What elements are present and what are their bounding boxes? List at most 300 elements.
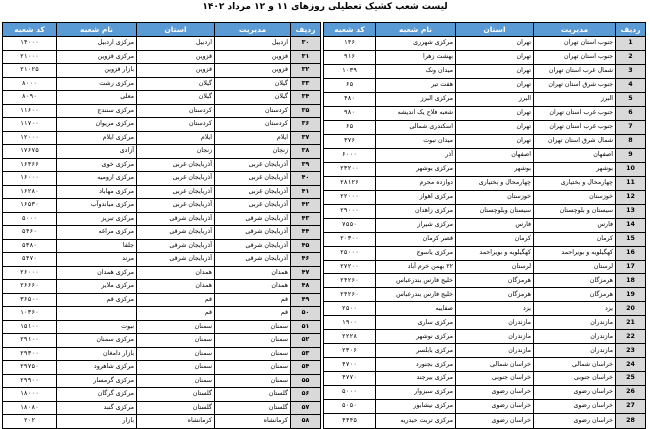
- cell-modiriat: سمنان: [215, 347, 291, 361]
- cell-ostan: تهران: [456, 106, 534, 120]
- cell-code: ۲۵۰۰: [324, 302, 376, 316]
- cell-ostan: سمنان: [137, 334, 215, 348]
- cell-modiriat: یزد: [534, 302, 616, 316]
- cell-name: بهشت زهرا: [376, 50, 456, 64]
- cell-name: نبوت: [57, 320, 137, 334]
- cell-code: ۱۴۰۰۰: [3, 37, 57, 51]
- cell-modiriat: اصفهان: [534, 148, 616, 162]
- cell-modiriat: آذربایجان شرقی: [215, 212, 291, 226]
- cell-radif: 11: [616, 176, 646, 190]
- cell-modiriat: جنوب غرب استان تهران: [534, 120, 616, 134]
- cell-radif: 12: [616, 190, 646, 204]
- cell-ostan: اصفهان: [456, 148, 534, 162]
- cell-name: مرکزی البرز: [376, 92, 456, 106]
- table-row: [324, 134, 646, 148]
- cell-radif: ۵۷: [291, 401, 321, 415]
- cell-ostan: کرمانشاه: [137, 415, 215, 429]
- cell-name: دوازده محرم: [376, 176, 456, 190]
- cell-ostan: تهران: [456, 50, 534, 64]
- cell-code: ۵۰۵۰: [324, 400, 376, 414]
- cell-code: ۲۶۰۰۰: [3, 266, 57, 280]
- cell-ostan: آذربایجان غربی: [137, 172, 215, 186]
- cell-radif: 23: [616, 344, 646, 358]
- cell-name: معلی: [57, 91, 137, 105]
- cell-radif: ۵۱: [291, 320, 321, 334]
- cell-modiriat: همدان: [215, 266, 291, 280]
- table-row: [3, 91, 321, 105]
- header-radif: ردیف: [291, 23, 321, 37]
- table-row: [324, 148, 646, 162]
- table-row: [3, 64, 321, 78]
- cell-code: ۱۱۷۰۰: [3, 118, 57, 132]
- cell-ostan: همدان: [137, 280, 215, 294]
- cell-code: ۶۵: [324, 120, 376, 134]
- table-row: [3, 172, 321, 186]
- cell-ostan: آذربایجان شرقی: [137, 212, 215, 226]
- table-row: [324, 372, 646, 386]
- cell-code: ۲۹۱۰۰: [3, 334, 57, 348]
- cell-radif: ۵۳: [291, 347, 321, 361]
- cell-code: ۵۳۸۰: [3, 239, 57, 253]
- cell-radif: ۳۸: [291, 145, 321, 159]
- cell-modiriat: کردستان: [215, 118, 291, 132]
- cell-modiriat: جنوب استان تهران: [534, 37, 616, 51]
- cell-ostan: سمنان: [137, 361, 215, 375]
- cell-name: مرکزی ارومیه: [57, 172, 137, 186]
- cell-modiriat: بوشهر: [534, 162, 616, 176]
- cell-code: ۱۶۰۰۰: [3, 172, 57, 186]
- cell-code: ۵۴۶۰: [3, 226, 57, 240]
- table-row: [3, 388, 321, 402]
- cell-code: ۱۷۶۷۵: [3, 145, 57, 159]
- cell-ostan: آذربایجان شرقی: [137, 239, 215, 253]
- cell-code: ۳۶۵۰۰: [3, 293, 57, 307]
- cell-modiriat: مازندران: [534, 316, 616, 330]
- cell-radif: 7: [616, 120, 646, 134]
- cell-ostan: یزد: [456, 302, 534, 316]
- table-row: [3, 307, 321, 321]
- cell-modiriat: جنوب استان تهران: [534, 50, 616, 64]
- cell-name: خلیج فارس بندرعباس: [376, 274, 456, 288]
- cell-ostan: سمنان: [137, 347, 215, 361]
- cell-ostan: گلستان: [137, 401, 215, 415]
- cell-name: مرکزی مراغه: [57, 226, 137, 240]
- cell-modiriat: سیستان و بلوچستان: [534, 204, 616, 218]
- left-table: [2, 22, 321, 429]
- cell-code: ۱۶۴۶۶: [3, 158, 57, 172]
- cell-ostan: بوشهر: [456, 162, 534, 176]
- cell-ostan: زنجان: [137, 145, 215, 159]
- table-row: [3, 185, 321, 199]
- cell-code: ۱۹۰۰: [324, 316, 376, 330]
- cell-modiriat: شمال غرب استان تهران: [534, 64, 616, 78]
- cell-code: ۲۹۰۰۰: [324, 204, 376, 218]
- cell-modiriat: مازندران: [534, 344, 616, 358]
- cell-name: مرکزی بوشهر: [376, 162, 456, 176]
- table-row: [324, 64, 646, 78]
- header-ostan: استان: [456, 23, 534, 37]
- cell-radif: ۵۴: [291, 361, 321, 375]
- cell-radif: ۳۳: [291, 77, 321, 91]
- cell-ostan: هرمزگان: [456, 288, 534, 302]
- table-row: [3, 158, 321, 172]
- cell-radif: 15: [616, 232, 646, 246]
- cell-name: آزادی: [57, 145, 137, 159]
- cell-name: مرکزی سبزوار: [376, 386, 456, 400]
- table-row: [324, 344, 646, 358]
- cell-ostan: خراسان جنوبی: [456, 372, 534, 386]
- table-row: [3, 415, 321, 429]
- table-row: [324, 218, 646, 232]
- table-row: [324, 106, 646, 120]
- header-modiriat: مدیریت: [534, 23, 616, 37]
- table-row: [324, 330, 646, 344]
- cell-code: ۲۲۰۰۰: [324, 190, 376, 204]
- cell-ostan: خراسان شمالی: [456, 358, 534, 372]
- cell-modiriat: همدان: [215, 280, 291, 294]
- cell-modiriat: چهارمحال و بختیاری: [534, 176, 616, 190]
- cell-radif: 16: [616, 246, 646, 260]
- cell-radif: ۴۶: [291, 253, 321, 267]
- cell-radif: 24: [616, 358, 646, 372]
- cell-name: هفت تیر: [376, 78, 456, 92]
- table-row: [324, 316, 646, 330]
- cell-modiriat: جنوب غرب استان تهران: [534, 106, 616, 120]
- cell-name: مرکزی خوی: [57, 158, 137, 172]
- header-code: کد شعبه: [3, 23, 57, 37]
- cell-modiriat: گلستان: [215, 401, 291, 415]
- cell-radif: ۴۸: [291, 280, 321, 294]
- cell-radif: 14: [616, 218, 646, 232]
- cell-name: بازار قزوین: [57, 64, 137, 78]
- table-row: [324, 358, 646, 372]
- left-table-body: [3, 37, 321, 429]
- cell-ostan: تهران: [456, 120, 534, 134]
- cell-name: مرکزی سمنان: [57, 334, 137, 348]
- table-row: [324, 274, 646, 288]
- cell-modiriat: آذربایجان غربی: [215, 185, 291, 199]
- cell-code: ۲۳۲۰۰: [324, 162, 376, 176]
- cell-code: ۴۴۴۵: [324, 414, 376, 428]
- cell-code: ۴۸۰: [324, 92, 376, 106]
- cell-ostan: ایلام: [137, 131, 215, 145]
- table-row: [324, 260, 646, 274]
- cell-code: ۸۰۹۰: [3, 91, 57, 105]
- cell-name: مرکزی رشت: [57, 77, 137, 91]
- table-row: [3, 131, 321, 145]
- header-name: نام شعبه: [57, 23, 137, 37]
- cell-modiriat: مازندران: [534, 330, 616, 344]
- cell-code: ۱۶۲۸۰: [3, 185, 57, 199]
- cell-ostan: خراسان رضوی: [456, 400, 534, 414]
- cell-ostan: تهران: [456, 78, 534, 92]
- cell-radif: ۳۲: [291, 64, 321, 78]
- cell-modiriat: خراسان رضوی: [534, 400, 616, 414]
- cell-radif: 3: [616, 64, 646, 78]
- cell-modiriat: سمنان: [215, 334, 291, 348]
- cell-code: ۲۰۳۰۰: [324, 232, 376, 246]
- cell-ostan: مازندران: [456, 316, 534, 330]
- table-row: [3, 50, 321, 64]
- table-row: [324, 232, 646, 246]
- table-row: [3, 253, 321, 267]
- cell-ostan: لرستان: [456, 260, 534, 274]
- cell-name: مرکزی اهواز: [376, 190, 456, 204]
- cell-name: مرکزی میاندوآب: [57, 199, 137, 213]
- cell-name: اسکندری شمالی: [376, 120, 456, 134]
- cell-code: ۶۵: [324, 78, 376, 92]
- cell-modiriat: قزوین: [215, 64, 291, 78]
- cell-radif: ۴۷: [291, 266, 321, 280]
- cell-code: ۶۰۰۰: [324, 148, 376, 162]
- cell-code: ۲۹۹۰۰: [3, 374, 57, 388]
- page-title: لیست شعب کشیک تعطیلی روزهای ۱۱ و ۱۲ مرداد ۱۴۰۲: [202, 2, 448, 12]
- cell-modiriat: گلستان: [215, 388, 291, 402]
- cell-radif: ۳۵: [291, 104, 321, 118]
- cell-code: ۳۷۶: [324, 134, 376, 148]
- cell-modiriat: کرمانشاه: [215, 415, 291, 429]
- cell-name: جلفا: [57, 239, 137, 253]
- cell-radif: ۵۶: [291, 388, 321, 402]
- cell-radif: 26: [616, 386, 646, 400]
- cell-code: ۵۰۰۰: [3, 212, 57, 226]
- cell-modiriat: خراسان رضوی: [534, 386, 616, 400]
- cell-radif: ۵۸: [291, 415, 321, 429]
- cell-modiriat: سمنان: [215, 320, 291, 334]
- header-ostan: استان: [137, 23, 215, 37]
- header-modiriat: مدیریت: [215, 23, 291, 37]
- cell-modiriat: هرمزگان: [534, 288, 616, 302]
- cell-name: مرکزی قزوین: [57, 50, 137, 64]
- cell-radif: 4: [616, 78, 646, 92]
- cell-modiriat: خراسان شمالی: [534, 358, 616, 372]
- table-row: [324, 400, 646, 414]
- cell-name: مرکزی مهاباد: [57, 185, 137, 199]
- cell-code: ۴۷۷۰: [324, 372, 376, 386]
- cell-ostan: فارس: [456, 218, 534, 232]
- cell-radif: ۴۹: [291, 293, 321, 307]
- cell-modiriat: قم: [215, 307, 291, 321]
- table-row: [324, 162, 646, 176]
- cell-name: مرکزی قم: [57, 293, 137, 307]
- table-row: [3, 320, 321, 334]
- cell-code: ۱۱۶۰۰: [3, 104, 57, 118]
- cell-code: ۲۷۲۰۰: [324, 260, 376, 274]
- cell-ostan: آذربایجان شرقی: [137, 253, 215, 267]
- cell-name: قصر کرمان: [376, 232, 456, 246]
- cell-ostan: خراسان رضوی: [456, 386, 534, 400]
- cell-name: مرکزی تبریز: [57, 212, 137, 226]
- table-row: [324, 92, 646, 106]
- cell-modiriat: البرز: [534, 92, 616, 106]
- cell-name: ۲۲ بهمن خرم آباد: [376, 260, 456, 274]
- table-row: [3, 212, 321, 226]
- cell-name: مرکزی ملایر: [57, 280, 137, 294]
- table-row: [324, 176, 646, 190]
- cell-ostan: هرمزگان: [456, 274, 534, 288]
- header-code: کد شعبه: [324, 23, 376, 37]
- cell-modiriat: خراسان رضوی: [534, 414, 616, 428]
- table-row: [324, 120, 646, 134]
- cell-ostan: قزوین: [137, 50, 215, 64]
- cell-code: ۱۶۵۳۰: [3, 199, 57, 213]
- cell-ostan: آذربایجان غربی: [137, 199, 215, 213]
- cell-name: صفاییه: [376, 302, 456, 316]
- cell-name: مرکزی بیرجند: [376, 372, 456, 386]
- cell-ostan: کردستان: [137, 118, 215, 132]
- cell-radif: ۴۵: [291, 239, 321, 253]
- cell-ostan: تهران: [456, 64, 534, 78]
- table-row: [3, 199, 321, 213]
- cell-radif: ۵۵: [291, 374, 321, 388]
- cell-name: مرکزی گنبد: [57, 401, 137, 415]
- cell-radif: 18: [616, 274, 646, 288]
- cell-name: مرکزی شاهرود: [57, 361, 137, 375]
- cell-modiriat: شمال شرق استان تهران: [534, 134, 616, 148]
- table-row: [3, 145, 321, 159]
- cell-code: ۵۴۷۰: [3, 253, 57, 267]
- cell-name: مرکزی اردبیل: [57, 37, 137, 51]
- cell-name: مرکزی بجنورد: [376, 358, 456, 372]
- cell-name: مرکزی همدان: [57, 266, 137, 280]
- table-row: [324, 204, 646, 218]
- cell-name: [57, 307, 137, 321]
- tables-container: [2, 22, 646, 429]
- cell-modiriat: آذربایجان غربی: [215, 158, 291, 172]
- table-row: [324, 37, 646, 51]
- cell-radif: ۴۴: [291, 226, 321, 240]
- table-row: [324, 386, 646, 400]
- cell-ostan: مازندران: [456, 344, 534, 358]
- cell-modiriat: آذربایجان غربی: [215, 172, 291, 186]
- cell-code: ۱۰۳۶۰: [3, 307, 57, 321]
- cell-code: ۲۶۶۶۰: [3, 280, 57, 294]
- cell-ostan: قم: [137, 307, 215, 321]
- right-table-header: [324, 23, 646, 37]
- cell-name: مرکزی زاهدان: [376, 204, 456, 218]
- table-row: [324, 246, 646, 260]
- cell-ostan: کرمان: [456, 232, 534, 246]
- cell-name: خلیج فارس بندرعباس: [376, 288, 456, 302]
- cell-modiriat: لرستان: [534, 260, 616, 274]
- cell-name: مرکزی ساری: [376, 316, 456, 330]
- cell-name: بازار دامغان: [57, 347, 137, 361]
- cell-radif: 28: [616, 414, 646, 428]
- table-row: [3, 37, 321, 51]
- cell-radif: ۴۰: [291, 172, 321, 186]
- cell-ostan: خراسان رضوی: [456, 414, 534, 428]
- header-radif: ردیف: [616, 23, 646, 37]
- cell-radif: ۳۴: [291, 91, 321, 105]
- cell-ostan: تهران: [456, 37, 534, 51]
- cell-code: ۲۸۱۲۶: [324, 176, 376, 190]
- cell-name: مرکزی گرمسار: [57, 374, 137, 388]
- cell-code: ۲۵۰۰۰: [324, 246, 376, 260]
- table-row: [324, 190, 646, 204]
- cell-ostan: گیلان: [137, 91, 215, 105]
- cell-ostan: همدان: [137, 266, 215, 280]
- cell-modiriat: خراسان جنوبی: [534, 372, 616, 386]
- cell-modiriat: سمنان: [215, 374, 291, 388]
- cell-modiriat: فارس: [534, 218, 616, 232]
- cell-name: مرکزی یاسوج: [376, 246, 456, 260]
- cell-code: ۲۰۲: [3, 415, 57, 429]
- table-row: [3, 374, 321, 388]
- cell-modiriat: کردستان: [215, 104, 291, 118]
- cell-ostan: کردستان: [137, 104, 215, 118]
- cell-radif: 17: [616, 260, 646, 274]
- cell-modiriat: کرمان: [534, 232, 616, 246]
- cell-radif: ۴۱: [291, 185, 321, 199]
- cell-modiriat: خوزستان: [534, 190, 616, 204]
- cell-radif: 9: [616, 148, 646, 162]
- cell-ostan: چهارمحال و بختیاری: [456, 176, 534, 190]
- cell-modiriat: آذربایجان شرقی: [215, 253, 291, 267]
- cell-modiriat: سمنان: [215, 361, 291, 375]
- cell-modiriat: آذربایجان غربی: [215, 199, 291, 213]
- cell-name: مرکزی نوشهر: [376, 330, 456, 344]
- cell-code: ۱۰۳۹: [324, 64, 376, 78]
- right-table-body: [324, 37, 646, 429]
- header-name: نام شعبه: [376, 23, 456, 37]
- cell-name: میدان ونک: [376, 64, 456, 78]
- cell-code: ۲۴۲۶۰: [324, 288, 376, 302]
- cell-code: ۱۲۰۰۰: [3, 131, 57, 145]
- cell-code: ۸۰۰۰: [3, 77, 57, 91]
- cell-ostan: کهگیلویه و بویراحمد: [456, 246, 534, 260]
- cell-modiriat: هرمزگان: [534, 274, 616, 288]
- cell-ostan: اردبیل: [137, 37, 215, 51]
- table-row: [324, 50, 646, 64]
- cell-modiriat: جنوب شرق استان تهران: [534, 78, 616, 92]
- cell-name: مرند: [57, 253, 137, 267]
- table-row: [324, 414, 646, 428]
- cell-radif: ۳۱: [291, 50, 321, 64]
- cell-code: ۴۷۰۰: [324, 358, 376, 372]
- cell-name: مرکزی نیشابور: [376, 400, 456, 414]
- cell-ostan: سمنان: [137, 320, 215, 334]
- table-row: [3, 361, 321, 375]
- cell-ostan: مازندران: [456, 330, 534, 344]
- cell-ostan: تهران: [456, 134, 534, 148]
- cell-radif: 13: [616, 204, 646, 218]
- cell-radif: 27: [616, 400, 646, 414]
- cell-modiriat: آذربایجان شرقی: [215, 239, 291, 253]
- cell-ostan: سیستان وبلوچستان: [456, 204, 534, 218]
- cell-ostan: آذربایجان غربی: [137, 158, 215, 172]
- table-row: [3, 293, 321, 307]
- table-row: [324, 302, 646, 316]
- table-row: [3, 347, 321, 361]
- cell-ostan: خوزستان: [456, 190, 534, 204]
- cell-radif: 19: [616, 288, 646, 302]
- table-row: [3, 239, 321, 253]
- cell-radif: ۵۲: [291, 334, 321, 348]
- cell-code: ۲۳۰۶: [324, 344, 376, 358]
- table-row: [3, 266, 321, 280]
- cell-code: ۱۸۰۰۰: [3, 388, 57, 402]
- cell-radif: ۵۰: [291, 307, 321, 321]
- cell-radif: 10: [616, 162, 646, 176]
- cell-radif: 25: [616, 372, 646, 386]
- cell-name: آذر: [376, 148, 456, 162]
- right-table: [323, 22, 646, 429]
- cell-ostan: آذربایجان شرقی: [137, 226, 215, 240]
- cell-radif: 21: [616, 316, 646, 330]
- cell-radif: 5: [616, 92, 646, 106]
- cell-modiriat: اردبیل: [215, 37, 291, 51]
- cell-radif: 20: [616, 302, 646, 316]
